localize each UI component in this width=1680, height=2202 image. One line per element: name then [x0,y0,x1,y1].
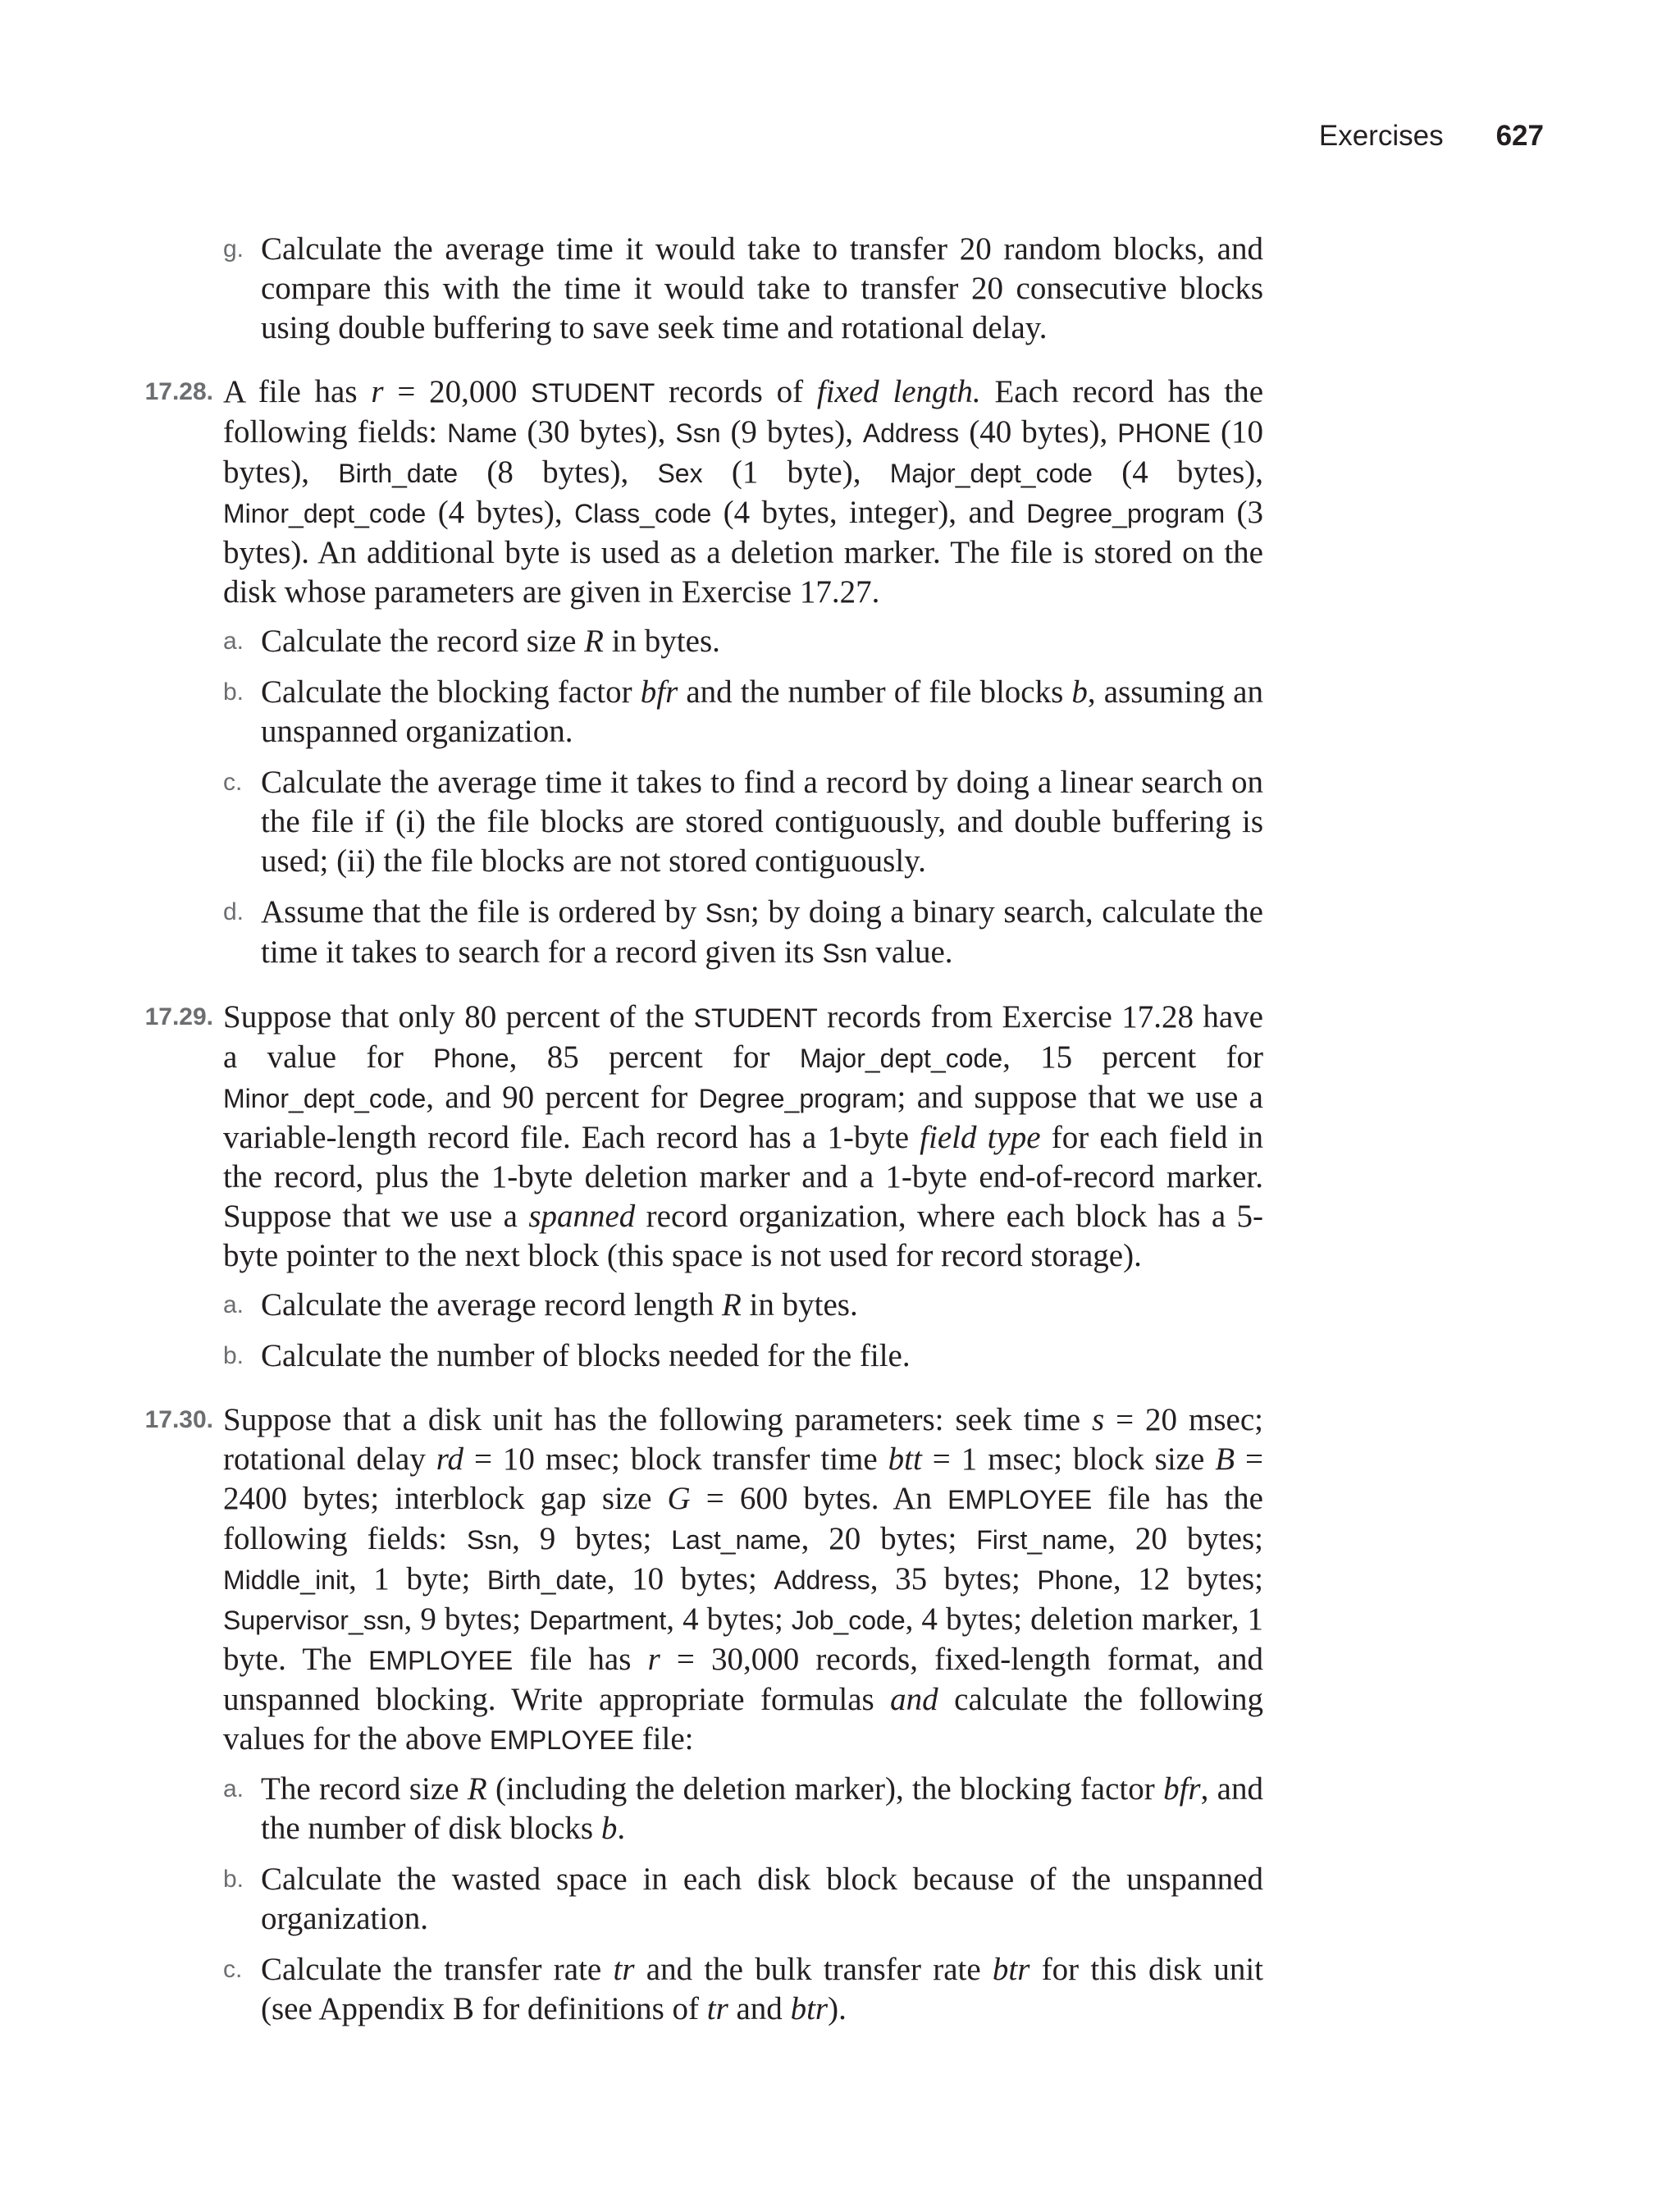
subitem-label: a. [223,1291,244,1318]
italic-term: r [371,374,384,409]
field-name: EMPLOYEE [489,1725,634,1755]
text-run: (1 byte), [702,455,890,490]
text-run: (9 bytes), [720,414,863,450]
exercise-17-30 [144,1400,1263,2029]
subitems-17-28 [223,622,1263,973]
text-run: , 85 percent for [509,1039,800,1075]
text-run: (including the deletion marker), the blocking factor [486,1771,1164,1807]
subitem-17-30-a [223,1770,1263,1848]
italic-term: tr [613,1952,635,1987]
text-run: , 9 bytes; [512,1521,672,1556]
field-name: Ssn [705,898,751,928]
subitem-17-28-d [223,893,1263,973]
italic-term: and [890,1682,938,1717]
italic-term: B [1215,1441,1235,1477]
exercise-number: 17.28. [144,378,213,405]
field-name: Job_code [791,1606,906,1635]
exercise-17-27-continued [223,230,1263,348]
field-name: Address [774,1565,870,1595]
text-run: Each record has the following fields: [223,374,1264,450]
subitem-label: c. [223,769,243,796]
text-run: The record size [261,1771,468,1807]
text-run: . [617,1811,626,1846]
text-run: , 9 bytes; [404,1601,530,1637]
field-name: STUDENT [531,378,655,408]
text-run: ). [828,1991,847,2026]
italic-term: b [1071,674,1088,710]
field-name: Class_code [574,499,712,528]
text-run: = 20 msec; rotational delay [223,1402,1263,1477]
field-name: Minor_dept_code [223,1084,427,1113]
italic-term: r [647,1642,660,1677]
exercise-17-28 [144,372,1264,973]
text-run: = 20,000 [383,374,532,409]
italic-term: R [721,1287,742,1323]
text-run: , and 90 percent for [426,1080,699,1115]
text-run: Assume that the file is ordered by [261,894,705,930]
exercise-number: 17.29. [144,1003,213,1030]
subitem-17-29-b [223,1336,1263,1376]
text-run: , and the number of disk blocks [261,1771,1263,1846]
text-run: , assuming an unspanned organization. [261,674,1263,749]
subitem-text [261,673,1263,752]
exercise-number: 17.30. [144,1406,213,1433]
subitem-label: b. [223,1866,244,1893]
field-name: EMPLOYEE [368,1646,514,1675]
text-run: , 1 byte; [348,1561,487,1597]
subitems-17-29 [223,1286,1263,1376]
text-run: and the number of file blocks [678,674,1072,710]
text-run: and [728,1991,791,2026]
text-run: = 10 msec; block transfer time [463,1441,888,1477]
italic-term: R [584,624,604,659]
text-run: , 20 bytes; [801,1521,977,1556]
text-run: and the bulk transfer rate [634,1952,993,1987]
italic-term: fixed length. [816,374,981,409]
text-run: (3 bytes). An additional byte is used as a deletion marker. The file is stored on the disk whose parameters are given in Exercise 17.27. [223,495,1263,610]
text-run: for each field in the record, plus the 1-byte deletion marker and a 1-byte end-of-record marker. Suppose that we use a [223,1120,1263,1234]
field-name: First_name [976,1525,1108,1555]
text-run: , 4 bytes; [666,1601,792,1637]
subitem-text [261,893,1263,973]
text-run: , 10 bytes; [606,1561,774,1597]
text-run: (4 bytes), [1092,455,1263,490]
subitem-text [261,230,1263,348]
running-head [1319,120,1544,153]
text-run: in bytes. [741,1287,858,1323]
italic-term: s [1091,1402,1105,1437]
subitem-label: b. [223,1342,244,1369]
italic-term: bfr [640,674,678,710]
subitem-text [261,1950,1263,2029]
text-run: value. [867,934,953,970]
field-name: Degree_program [698,1084,897,1113]
text-run: calculate the following values for the above [223,1682,1263,1757]
field-name: Phone [433,1044,509,1073]
italic-term: spanned [528,1199,636,1234]
text-run: file has the following fields: [223,1481,1263,1556]
subitem-text [261,763,1263,881]
text-run: Calculate the average time it would take to transfer 20 random blocks, and compare this with the time it would take to transfer 20 consecutive blocks using double buffering to save seek time and rotational delay. [261,231,1263,345]
italic-term: btr [992,1952,1030,1987]
italic-term: btt [888,1441,922,1477]
text-run: in bytes. [603,624,720,659]
text-run: Suppose that a disk unit has the following parameters: seek time [223,1402,1092,1437]
field-name: Name [447,418,518,448]
text-run: (4 bytes, integer), and [711,495,1027,530]
text-run: , 35 bytes; [870,1561,1038,1597]
text-run: Calculate the transfer rate [261,1952,614,1987]
text-run: Calculate the average time it takes to find a record by doing a linear search on the file if (i) the file blocks are stored contiguously, and double buffering is used; (ii) the file blocks are not stored contiguously. [261,765,1263,879]
field-name: Address [862,418,960,448]
italic-term: tr [706,1991,728,2026]
text-run: A file has [223,374,372,409]
italic-term: b [600,1811,618,1846]
field-name: Middle_init [223,1565,349,1595]
text-run: , 4 bytes; deletion marker, 1 byte. The [223,1601,1263,1677]
exercise-text [223,372,1263,612]
subitem-label: a. [223,1775,244,1802]
field-name: STUDENT [693,1003,818,1033]
text-run: ; and suppose that we use a variable-length record file. Each record has a 1-byte [223,1080,1263,1155]
field-name: Major_dept_code [889,459,1093,488]
page-number: 627 [1495,120,1544,152]
subitem-text [261,1336,1263,1376]
field-name: EMPLOYEE [947,1485,1093,1514]
text-run: (4 bytes), [426,495,575,530]
italic-term: bfr [1163,1771,1201,1807]
subitem-text [261,1286,1263,1325]
text-run: (30 bytes), [517,414,676,450]
exercise-text [223,998,1263,1276]
subitem-label: b. [223,678,244,706]
text-run: records from Exercise 17.28 have a value for [223,999,1263,1075]
text-run: ; by doing a binary search, calculate the time it takes to search for a record given its [261,894,1263,970]
text-run: Calculate the average record length [261,1287,722,1323]
field-name: Ssn [675,418,721,448]
text-run: file: [633,1721,694,1757]
subitem-label: c. [223,1956,243,1983]
italic-term: rd [436,1441,464,1477]
field-name: Sex [657,459,703,488]
field-name: Phone [1037,1565,1113,1595]
text-run: (10 bytes), [223,414,1263,490]
italic-term: G [667,1481,691,1516]
subitem-17-29-a [223,1286,1263,1325]
field-name: Ssn [822,939,868,968]
text-run: Suppose that only 80 percent of the [223,999,694,1035]
text-run: = 2400 bytes; interblock gap size [223,1441,1263,1516]
field-name: PHONE [1117,418,1212,448]
running-head-title: Exercises [1318,120,1444,152]
text-run: , 15 percent for [1002,1039,1263,1075]
text-run: = 600 bytes. An [690,1481,948,1516]
exercise-text [223,1400,1263,1760]
field-name: Birth_date [338,459,459,488]
italic-term: btr [790,1991,829,2026]
text-run: , 12 bytes; [1112,1561,1263,1597]
text-run: (8 bytes), [458,455,658,490]
text-run: file has [513,1642,648,1677]
subitem-17-28-a [223,622,1263,661]
subitem-label: g. [223,235,244,263]
text-run: Calculate the wasted space in each disk block because of the unspanned organization. [261,1862,1263,1936]
field-name: Minor_dept_code [223,499,427,528]
subitem-text [261,622,1263,661]
field-name: Birth_date [486,1565,607,1595]
text-run: Calculate the record size [261,624,585,659]
subitem-text [261,1770,1263,1848]
field-name: Supervisor_ssn [223,1606,404,1635]
subitem-label: a. [223,628,244,655]
exercise-17-29 [144,998,1263,1376]
field-name: Ssn [466,1525,513,1555]
italic-term: R [467,1771,487,1807]
subitem-17-30-c [223,1950,1263,2029]
text-run: , 20 bytes; [1107,1521,1263,1556]
italic-term: field type [920,1120,1041,1155]
text-run: = 1 msec; block size [921,1441,1216,1477]
text-run: record organization, where each block has a 5-byte pointer to the next block (this space is not used for record storage). [223,1199,1263,1273]
text-run: (40 bytes), [959,414,1118,450]
subitems-17-30 [223,1770,1263,2029]
subitem-label: d. [223,898,244,925]
text-run: Calculate the number of blocks needed for the file. [261,1338,911,1373]
subitem-17-28-b [223,673,1263,752]
text-run: Calculate the blocking factor [261,674,641,710]
subitem-17-27-g [223,230,1263,348]
text-run: for this disk unit (see Appendix B for definitions of [261,1952,1263,2026]
subitem-17-30-b [223,1860,1263,1939]
page-body [144,230,1264,2054]
field-name: Major_dept_code [799,1044,1003,1073]
field-name: Last_name [671,1525,801,1555]
subitem-17-28-c [223,763,1263,881]
subitem-text [261,1860,1263,1939]
field-name: Department [529,1606,667,1635]
subitems-17-27 [223,230,1263,348]
text-run: records of [655,374,817,409]
field-name: Degree_program [1026,499,1226,528]
text-run: = 30,000 records, fixed-length format, and unspanned blocking. Write appropriate formulas [223,1642,1263,1717]
